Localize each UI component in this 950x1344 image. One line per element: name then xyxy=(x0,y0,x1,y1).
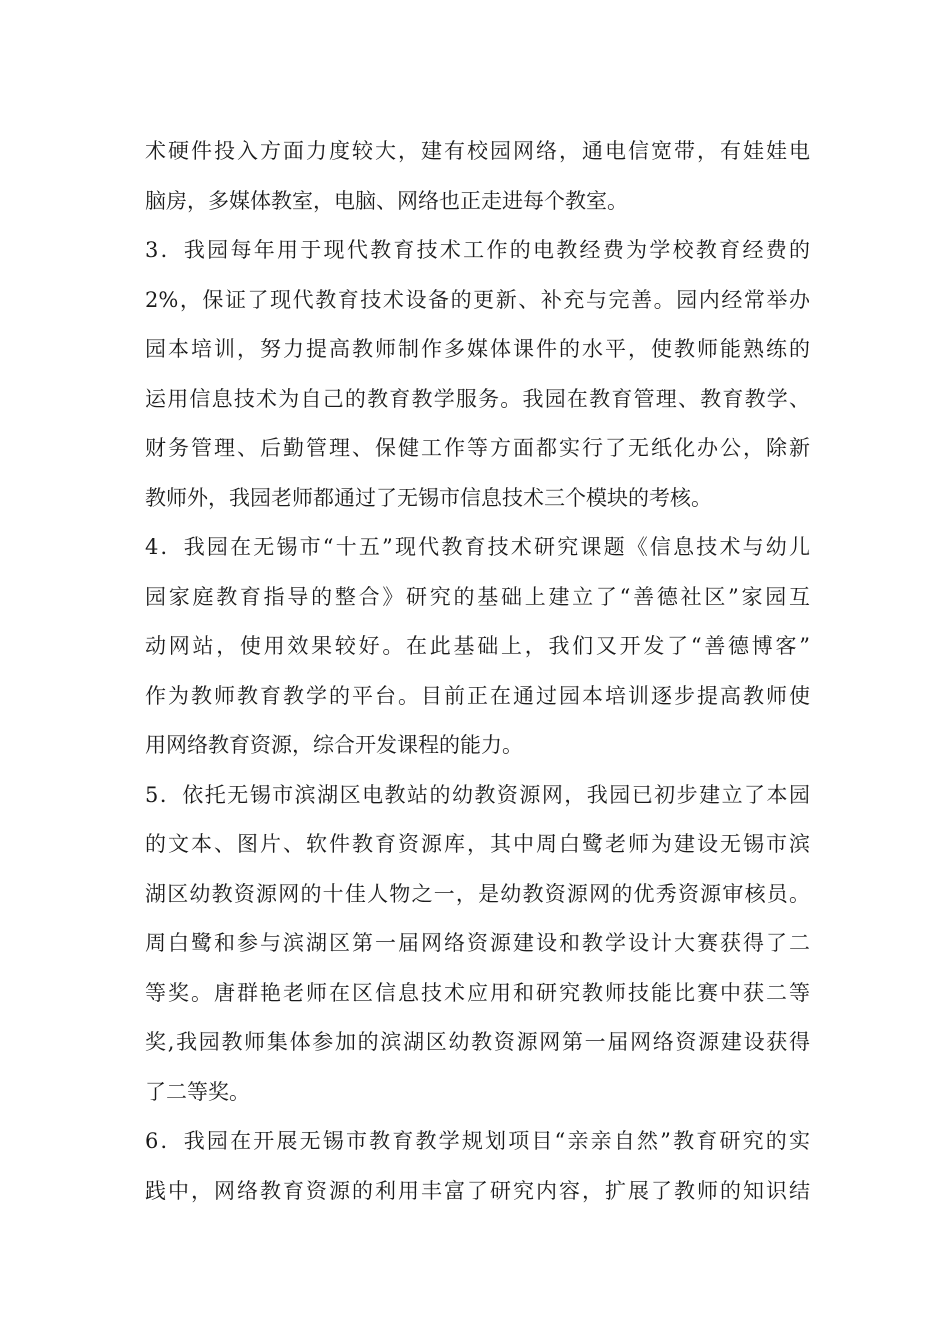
document-body xyxy=(145,127,810,1216)
text-line: 2%，保证了现代教育技术设备的更新、补充与完善。园内经常举办 xyxy=(145,287,810,312)
text-line: 等奖。唐群艳老师在区信息技术应用和研究教师技能比赛中获二等 xyxy=(145,980,810,1005)
text-line: 财务管理、后勤管理、保健工作等方面都实行了无纸化办公，除新 xyxy=(145,436,810,460)
text-line: 运用信息技术为自己的教育教学服务。我园在教育管理、教育教学、 xyxy=(145,386,810,411)
text-line: 用网络教育资源，综合开发课程的能力。 xyxy=(145,733,523,757)
text-line: 3．我园每年用于现代教育技术工作的电教经费为学校教育经费的 xyxy=(145,238,810,262)
text-line: 园本培训，努力提高教师制作多媒体课件的水平，使教师能熟练的 xyxy=(145,337,810,361)
text-line: 践中，网络教育资源的利用丰富了研究内容，扩展了教师的知识结 xyxy=(145,1178,810,1203)
text-line: 脑房，多媒体教室，电脑、网络也正走进每个教室。 xyxy=(145,188,628,213)
text-line: 园家庭教育指导的整合》研究的基础上建立了“善德社区”家园互 xyxy=(145,584,810,609)
text-line: 6．我园在开展无锡市教育教学规划项目“亲亲自然”教育研究的实 xyxy=(145,1129,810,1153)
text-line: 5．依托无锡市滨湖区电教站的幼教资源网，我园已初步建立了本园 xyxy=(145,782,810,807)
text-line: 湖区幼教资源网的十佳人物之一，是幼教资源网的优秀资源审核员。 xyxy=(145,881,810,906)
text-line: 的文本、图片、软件教育资源库，其中周白鹭老师为建设无锡市滨 xyxy=(145,832,810,856)
text-line: 作为教师教育教学的平台。目前正在通过园本培训逐步提高教师使 xyxy=(145,683,810,708)
text-line: 动网站，使用效果较好。在此基础上，我们又开发了“善德博客” xyxy=(145,634,810,658)
text-line: 了二等奖。 xyxy=(145,1079,250,1104)
text-line: 奖,我园教师集体参加的滨湖区幼教资源网第一届网络资源建设获得 xyxy=(145,1030,810,1054)
text-line: 周白鹭和参与滨湖区第一届网络资源建设和教学设计大赛获得了二 xyxy=(145,931,810,955)
text-line: 教师外，我园老师都通过了无锡市信息技术三个模块的考核。 xyxy=(145,485,712,510)
text-line: 术硬件投入方面力度较大，建有校园网络，通电信宽带，有娃娃电 xyxy=(145,139,810,163)
text-line: 4．我园在无锡市“十五”现代教育技术研究课题《信息技术与幼儿 xyxy=(145,535,810,559)
